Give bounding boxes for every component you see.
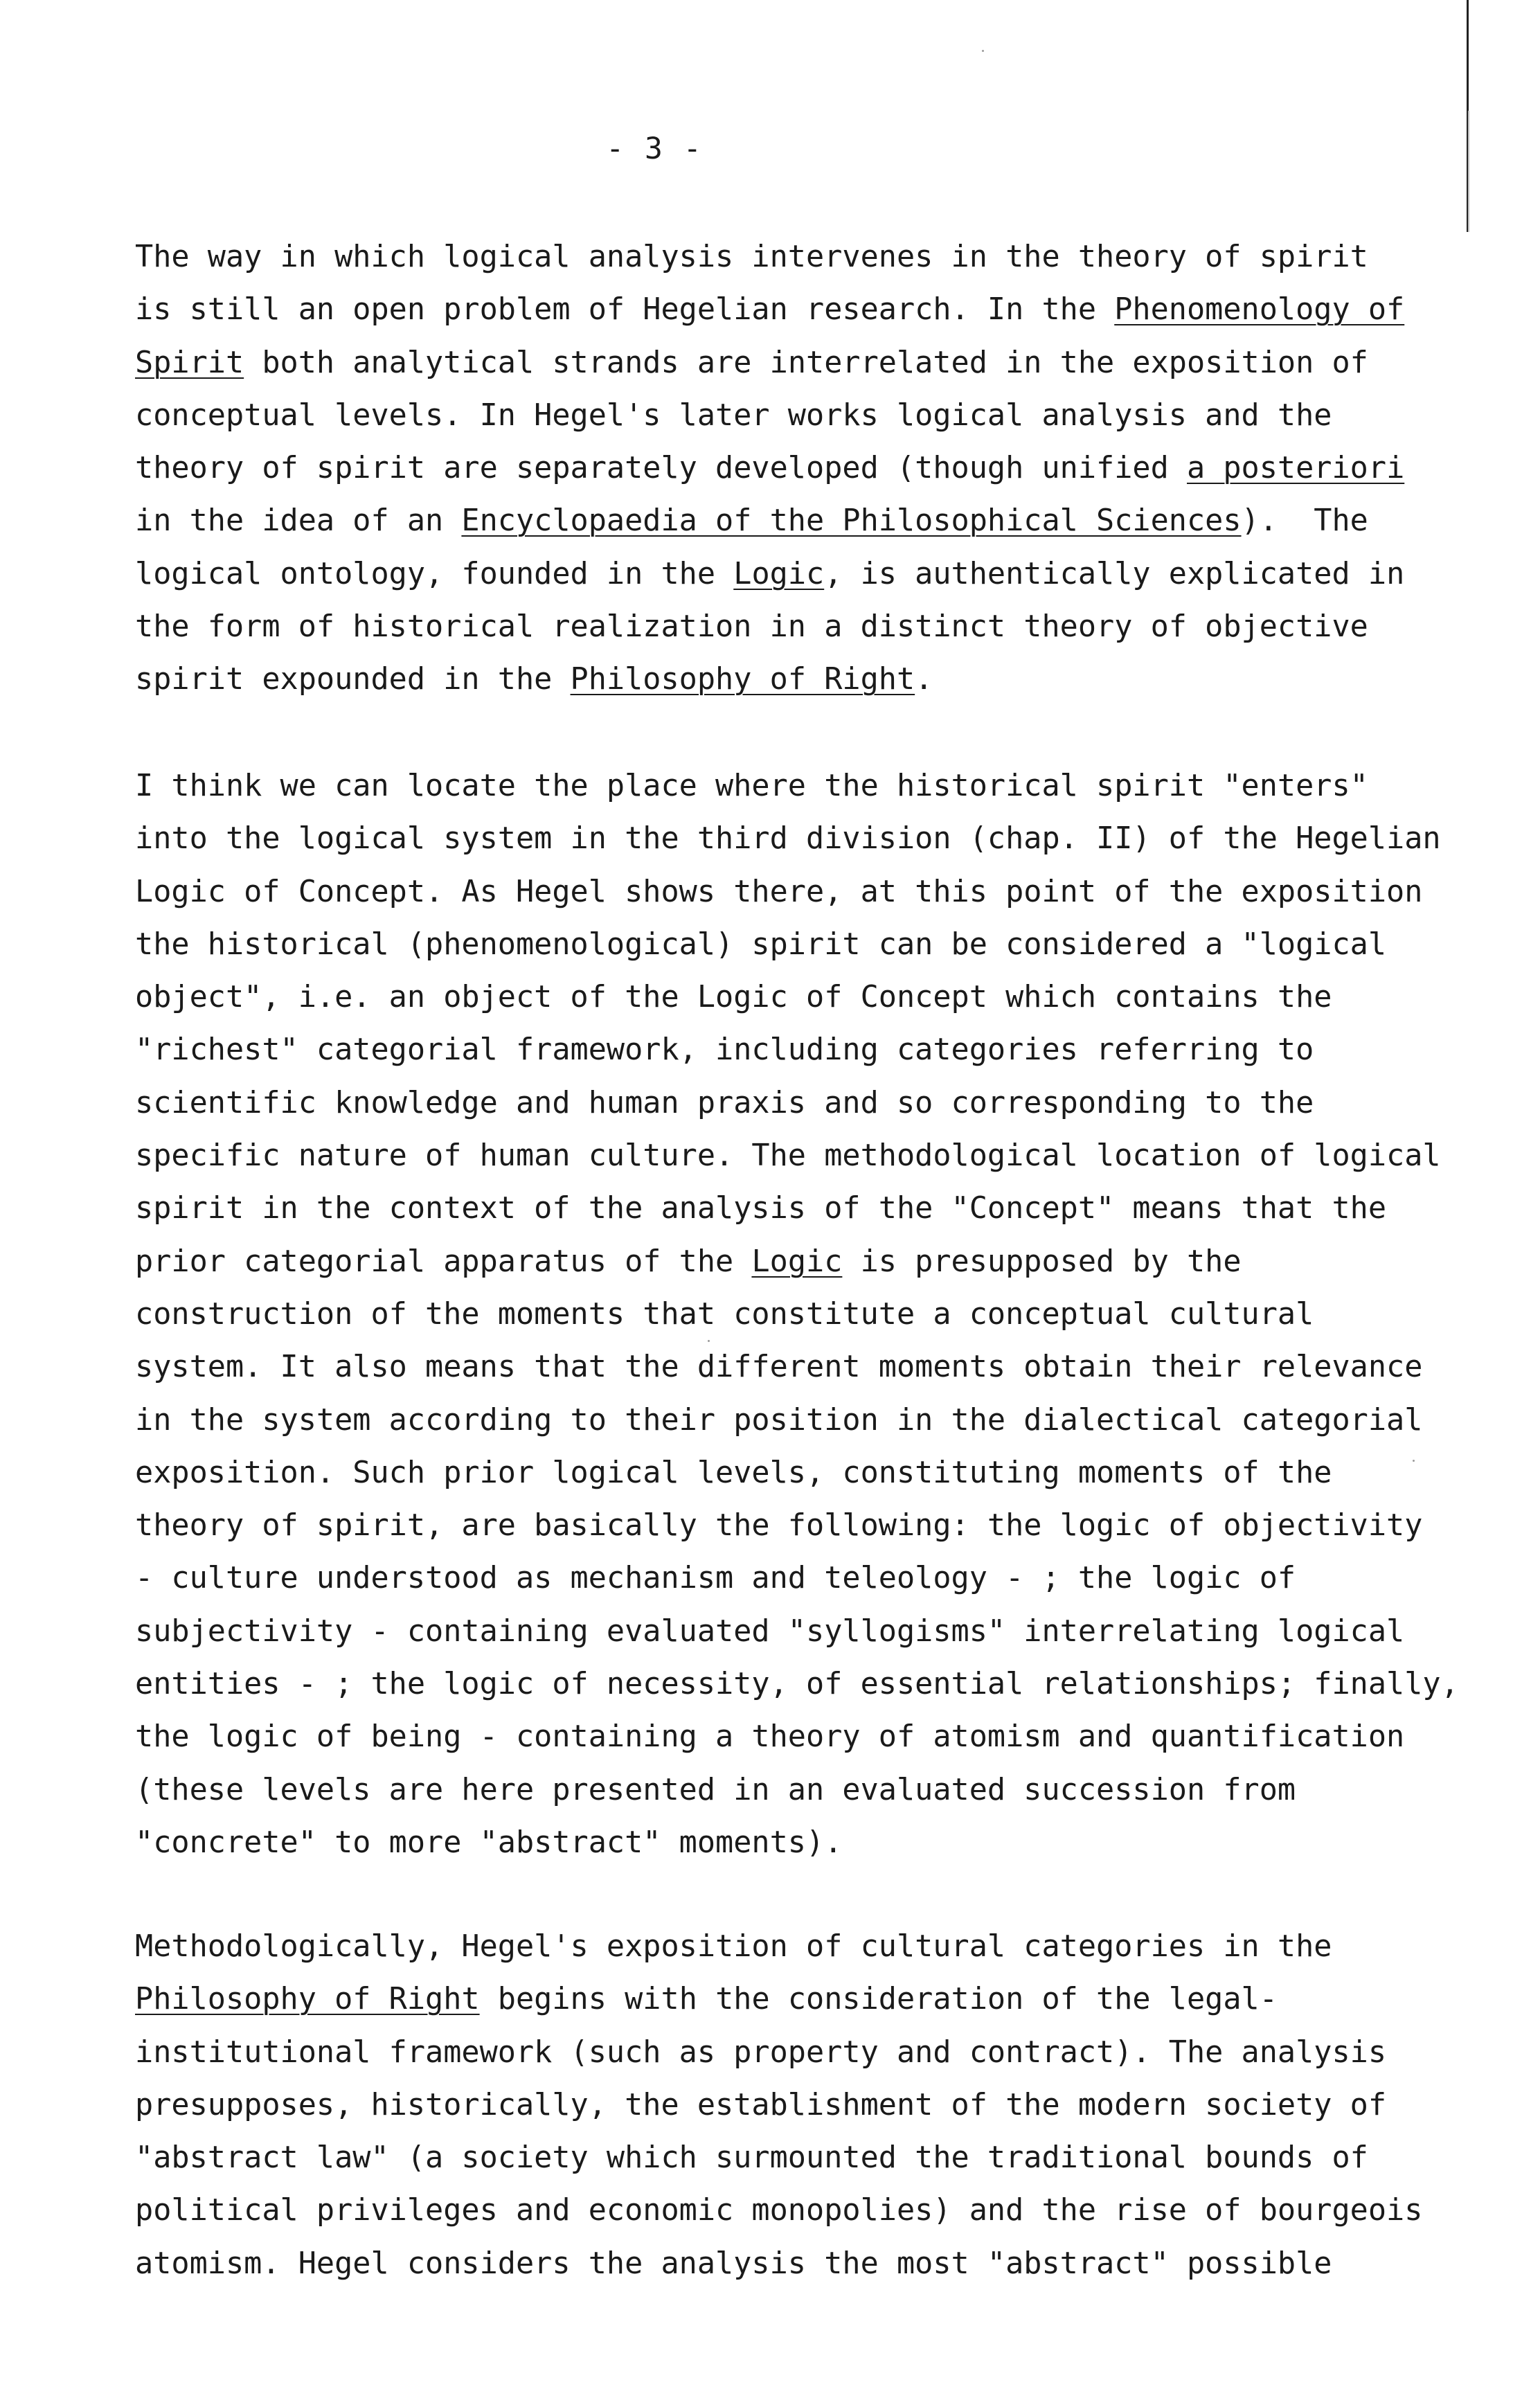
- text-line: [135, 1920, 1451, 1973]
- text-line: [135, 1235, 1451, 1288]
- text-run: The way in which logical analysis intervenes in the theory of spirit: [135, 240, 1368, 274]
- text-line: [135, 1710, 1451, 1763]
- text-run: is presupposed by the: [842, 1244, 1242, 1279]
- scan-edge-shadow: [1468, 111, 1469, 232]
- text-run: "concrete" to more "abstract" moments).: [135, 1825, 843, 1860]
- text-run: .: [915, 662, 933, 697]
- text-line: [135, 494, 1451, 547]
- underlined-title: Philosophy of Right: [570, 662, 915, 697]
- text-run: the logic of being - containing a theory of atomism and quantification: [135, 1719, 1405, 1755]
- text-run: presupposes, historically, the establishment of the modern society of: [135, 2087, 1387, 2122]
- underlined-title: Encyclopaedia of the Philosophical Sciences: [461, 503, 1242, 539]
- underlined-title: Logic: [733, 556, 825, 591]
- text-line: [135, 283, 1451, 336]
- text-run: in the idea of an: [135, 503, 462, 539]
- text-run: theory of spirit are separately developed (though unified: [135, 451, 1187, 486]
- text-line: [135, 1764, 1451, 1816]
- text-line: [135, 1552, 1451, 1604]
- text-run: conceptual levels. In Hegel's later works logical analysis and the: [135, 397, 1332, 433]
- text-line: [135, 548, 1451, 600]
- underlined-title: Phenomenology of: [1114, 292, 1405, 328]
- paragraph-1: [135, 231, 1451, 706]
- text-run: construction of the moments that constitute a conceptual cultural: [135, 1296, 1314, 1332]
- text-run: is still an open problem of Hegelian research. In the: [135, 292, 1115, 328]
- underlined-title: Spirit: [135, 345, 244, 380]
- text-run: entities - ; the logic of necessity, of essential relationships; finally,: [135, 1667, 1459, 1702]
- text-line: [135, 600, 1451, 653]
- scan-speck: [982, 50, 984, 52]
- text-run: into the logical system in the third division (chap. II) of the Hegelian: [135, 821, 1441, 857]
- text-run: spirit expounded in the: [135, 662, 571, 697]
- text-run: Methodologically, Hegel's exposition of cultural categories in the: [135, 1929, 1332, 1964]
- text-line: [135, 1605, 1451, 1658]
- text-run: prior categorial apparatus of the: [135, 1244, 752, 1279]
- text-line: [135, 2026, 1451, 2079]
- text-line: [135, 2131, 1451, 2184]
- text-line: [135, 1077, 1451, 1129]
- text-run: atomism. Hegel considers the analysis the most "abstract" possible: [135, 2246, 1332, 2281]
- text-run: "abstract law" (a society which surmounted the traditional bounds of: [135, 2140, 1368, 2176]
- text-run: institutional framework (such as property and contract). The analysis: [135, 2034, 1387, 2070]
- text-run: , is authentically explicated in: [824, 556, 1405, 591]
- underlined-title: Philosophy of Right: [135, 1982, 480, 2017]
- text-line: [135, 866, 1451, 918]
- text-line: [135, 918, 1451, 971]
- text-line: [135, 1394, 1451, 1447]
- text-run: logical ontology, founded in the: [135, 556, 734, 591]
- text-run: theory of spirit, are basically the following: the logic of objectivity: [135, 1508, 1423, 1544]
- text-run: exposition. Such prior logical levels, constituting moments of the: [135, 1455, 1332, 1490]
- page-number: - 3 -: [606, 132, 703, 166]
- text-line: [135, 1129, 1451, 1182]
- text-line: [135, 231, 1451, 283]
- text-run: begins with the consideration of the legal-: [479, 1982, 1278, 2017]
- text-run: the form of historical realization in a distinct theory of objective: [135, 609, 1368, 645]
- text-run: object", i.e. an object of the Logic of Concept which contains the: [135, 980, 1332, 1015]
- text-line: [135, 442, 1451, 494]
- text-run: specific nature of human culture. The methodological location of logical: [135, 1138, 1441, 1174]
- text-run: - culture understood as mechanism and teleology - ; the logic of: [135, 1561, 1296, 1596]
- text-run: the historical (phenomenological) spirit can be considered a "logical: [135, 927, 1387, 962]
- text-run: (these levels are here presented in an evaluated succession from: [135, 1772, 1296, 1807]
- text-run: subjectivity - containing evaluated "syllogisms" interrelating logical: [135, 1613, 1405, 1649]
- text-line: [135, 1023, 1451, 1076]
- text-run: in the system according to their position in the dialectical categorial: [135, 1402, 1423, 1438]
- text-line: [135, 1288, 1451, 1341]
- text-line: [135, 1499, 1451, 1552]
- paragraph-2: [135, 760, 1459, 1869]
- text-line: [135, 389, 1451, 442]
- text-run: I think we can locate the place where the historical spirit "enters": [135, 769, 1368, 803]
- text-line: [135, 1447, 1451, 1499]
- underlined-title: a posteriori: [1186, 451, 1405, 486]
- underlined-title: Logic: [751, 1244, 843, 1279]
- text-line: [135, 1182, 1451, 1235]
- text-run: spirit in the context of the analysis of the "Concept" means that the: [135, 1191, 1387, 1226]
- text-run: "richest" categorial framework, including categories referring to: [135, 1032, 1314, 1068]
- text-line: [135, 760, 1451, 812]
- text-line: [135, 1816, 1451, 1869]
- text-run: Logic of Concept. As Hegel shows there, at this point of the exposition: [135, 874, 1423, 909]
- text-line: [135, 2237, 1451, 2290]
- text-line: [135, 1658, 1459, 1710]
- text-line: [135, 653, 1451, 706]
- text-run: scientific knowledge and human praxis and so corresponding to the: [135, 1085, 1314, 1120]
- text-line: [135, 1973, 1451, 2025]
- text-line: [135, 2079, 1451, 2131]
- text-run: ). The: [1241, 503, 1368, 539]
- paragraph-3: [135, 1920, 1451, 2290]
- text-line: [135, 971, 1451, 1023]
- text-run: both analytical strands are interrelated in the exposition of: [244, 345, 1368, 380]
- text-line: [135, 1341, 1451, 1393]
- text-run: system. It also means that the different moments obtain their relevance: [135, 1350, 1423, 1385]
- text-line: [135, 2184, 1451, 2237]
- text-line: [135, 812, 1451, 865]
- text-line: [135, 337, 1451, 389]
- text-run: political privileges and economic monopolies) and the rise of bourgeois: [135, 2193, 1423, 2228]
